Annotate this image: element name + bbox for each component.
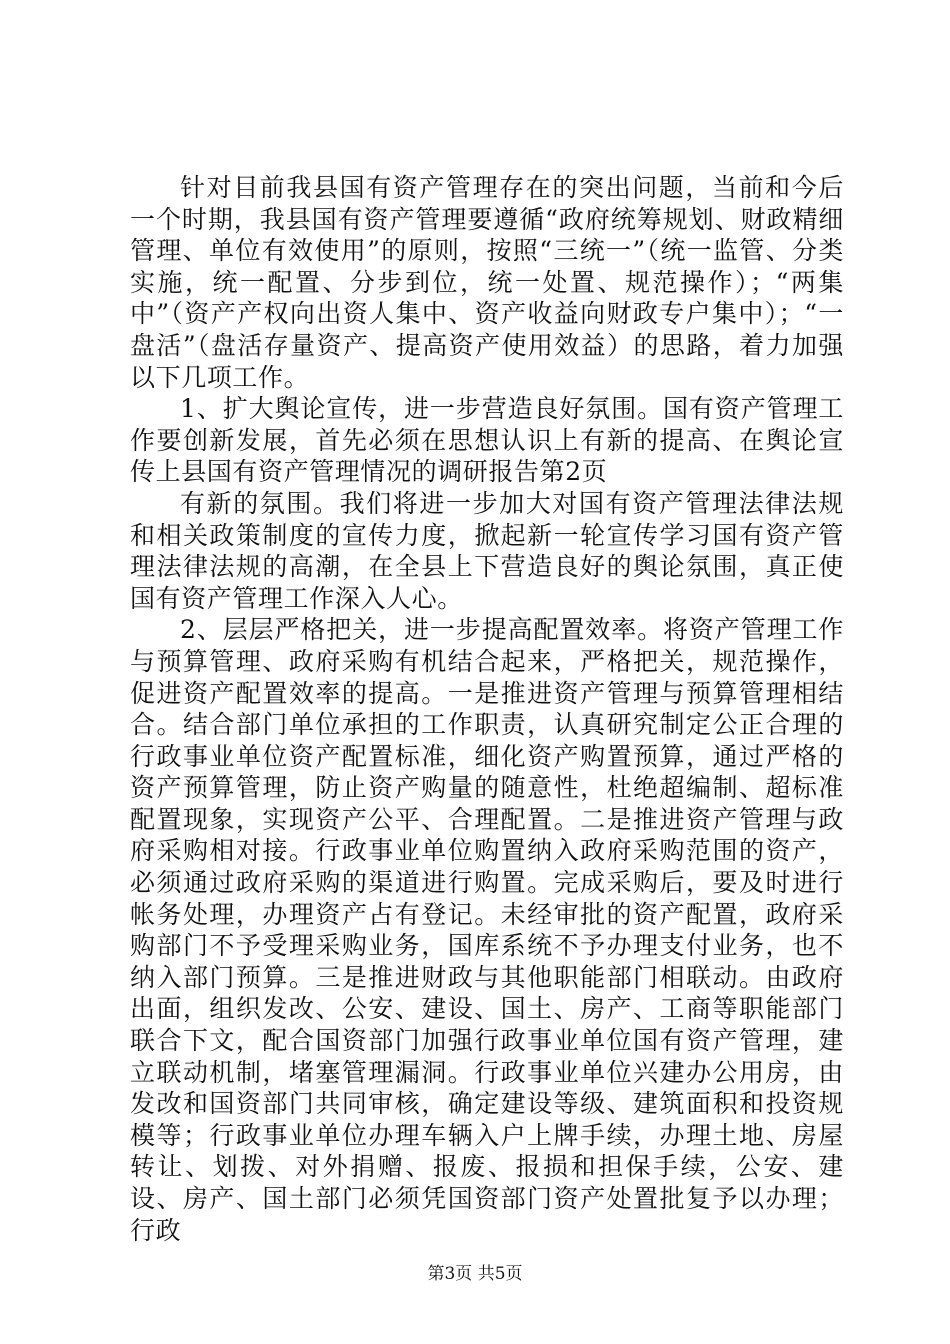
paragraph-point-2: 2、层层严格把关，进一步提高配置效率。将资产管理工作与预算管理、政府采购有机结合起来，严格把关，规范操作，促进资产配置效率的提高。一是推进资产管理与预算管理相结合。结合部门单位承担的工作职责，认真研究制定公正合理的行政事业单位资产配置标准，细化资产购置预算，通过严格的资产预算管理，防止资产购量的随意性，杜绝超编制、超标准配置现象，实现资产公平、合理配置。二是推进资产管理与政府采购相对接。行政事业单位购置纳入政府采购范围的资产，必须通过政府采购的渠道进行购置。完成采购后，要及时进行帐务处理，办理资产占有登记。未经审批的资产配置，政府采购部门不予受理采购业务，国库系统不予办理支付业务，也不纳入部门预算。三是推进财政与其他职能部门相联动。由政府出面，组织发改、公安、建设、国土、房产、工商等职能部门联合下文，配合国资部门加强行政事业单位国有资产管理，建立联动机制，堵塞管理漏洞。行政事业单位兴建办公用房，由发改和国资部门共同审核，确定建设等级、建筑面积和投资规模等；行政事业单位办理车辆入户上牌手续，办理土地、房屋转让、划拨、对外捐赠、报废、报损和担保手续，公安、建设、房产、国土部门必须凭国资部门资产处置批复予以办理；行政 bbox=[130, 615, 844, 1245]
document-body bbox=[130, 172, 844, 1246]
paragraph-point-1: 1、扩大舆论宣传，进一步营造良好氛围。国有资产管理工作要创新发展，首先必须在思想认识上有新的提高、在舆论宣传上县国有资产管理情况的调研报告第2页 bbox=[130, 394, 844, 487]
paragraph-intro: 针对目前我县国有资产管理存在的突出问题，当前和今后一个时期，我县国有资产管理要遵循“政府统筹规划、财政精细管理、单位有效使用”的原则，按照“三统一”（统一监管、分类实施，统一配置、分步到位，统一处置、规范操作）；“两集中”（资产产权向出资人集中、资产收益向财政专户集中）；“一盘活”（盘活存量资产、提高资产使用效益）的思路，着力加强以下几项工作。 bbox=[130, 173, 844, 392]
paragraph-point-1-continued: 有新的氛围。我们将进一步加大对国有资产管理法律法规和相关政策制度的宣传力度，掀起新一轮宣传学习国有资产管理法律法规的高潮，在全县上下营造良好的舆论氛围，真正使国有资产管理工作深入人心。 bbox=[130, 488, 844, 613]
page-number-footer: 第3页 共5页 bbox=[427, 1264, 523, 1284]
